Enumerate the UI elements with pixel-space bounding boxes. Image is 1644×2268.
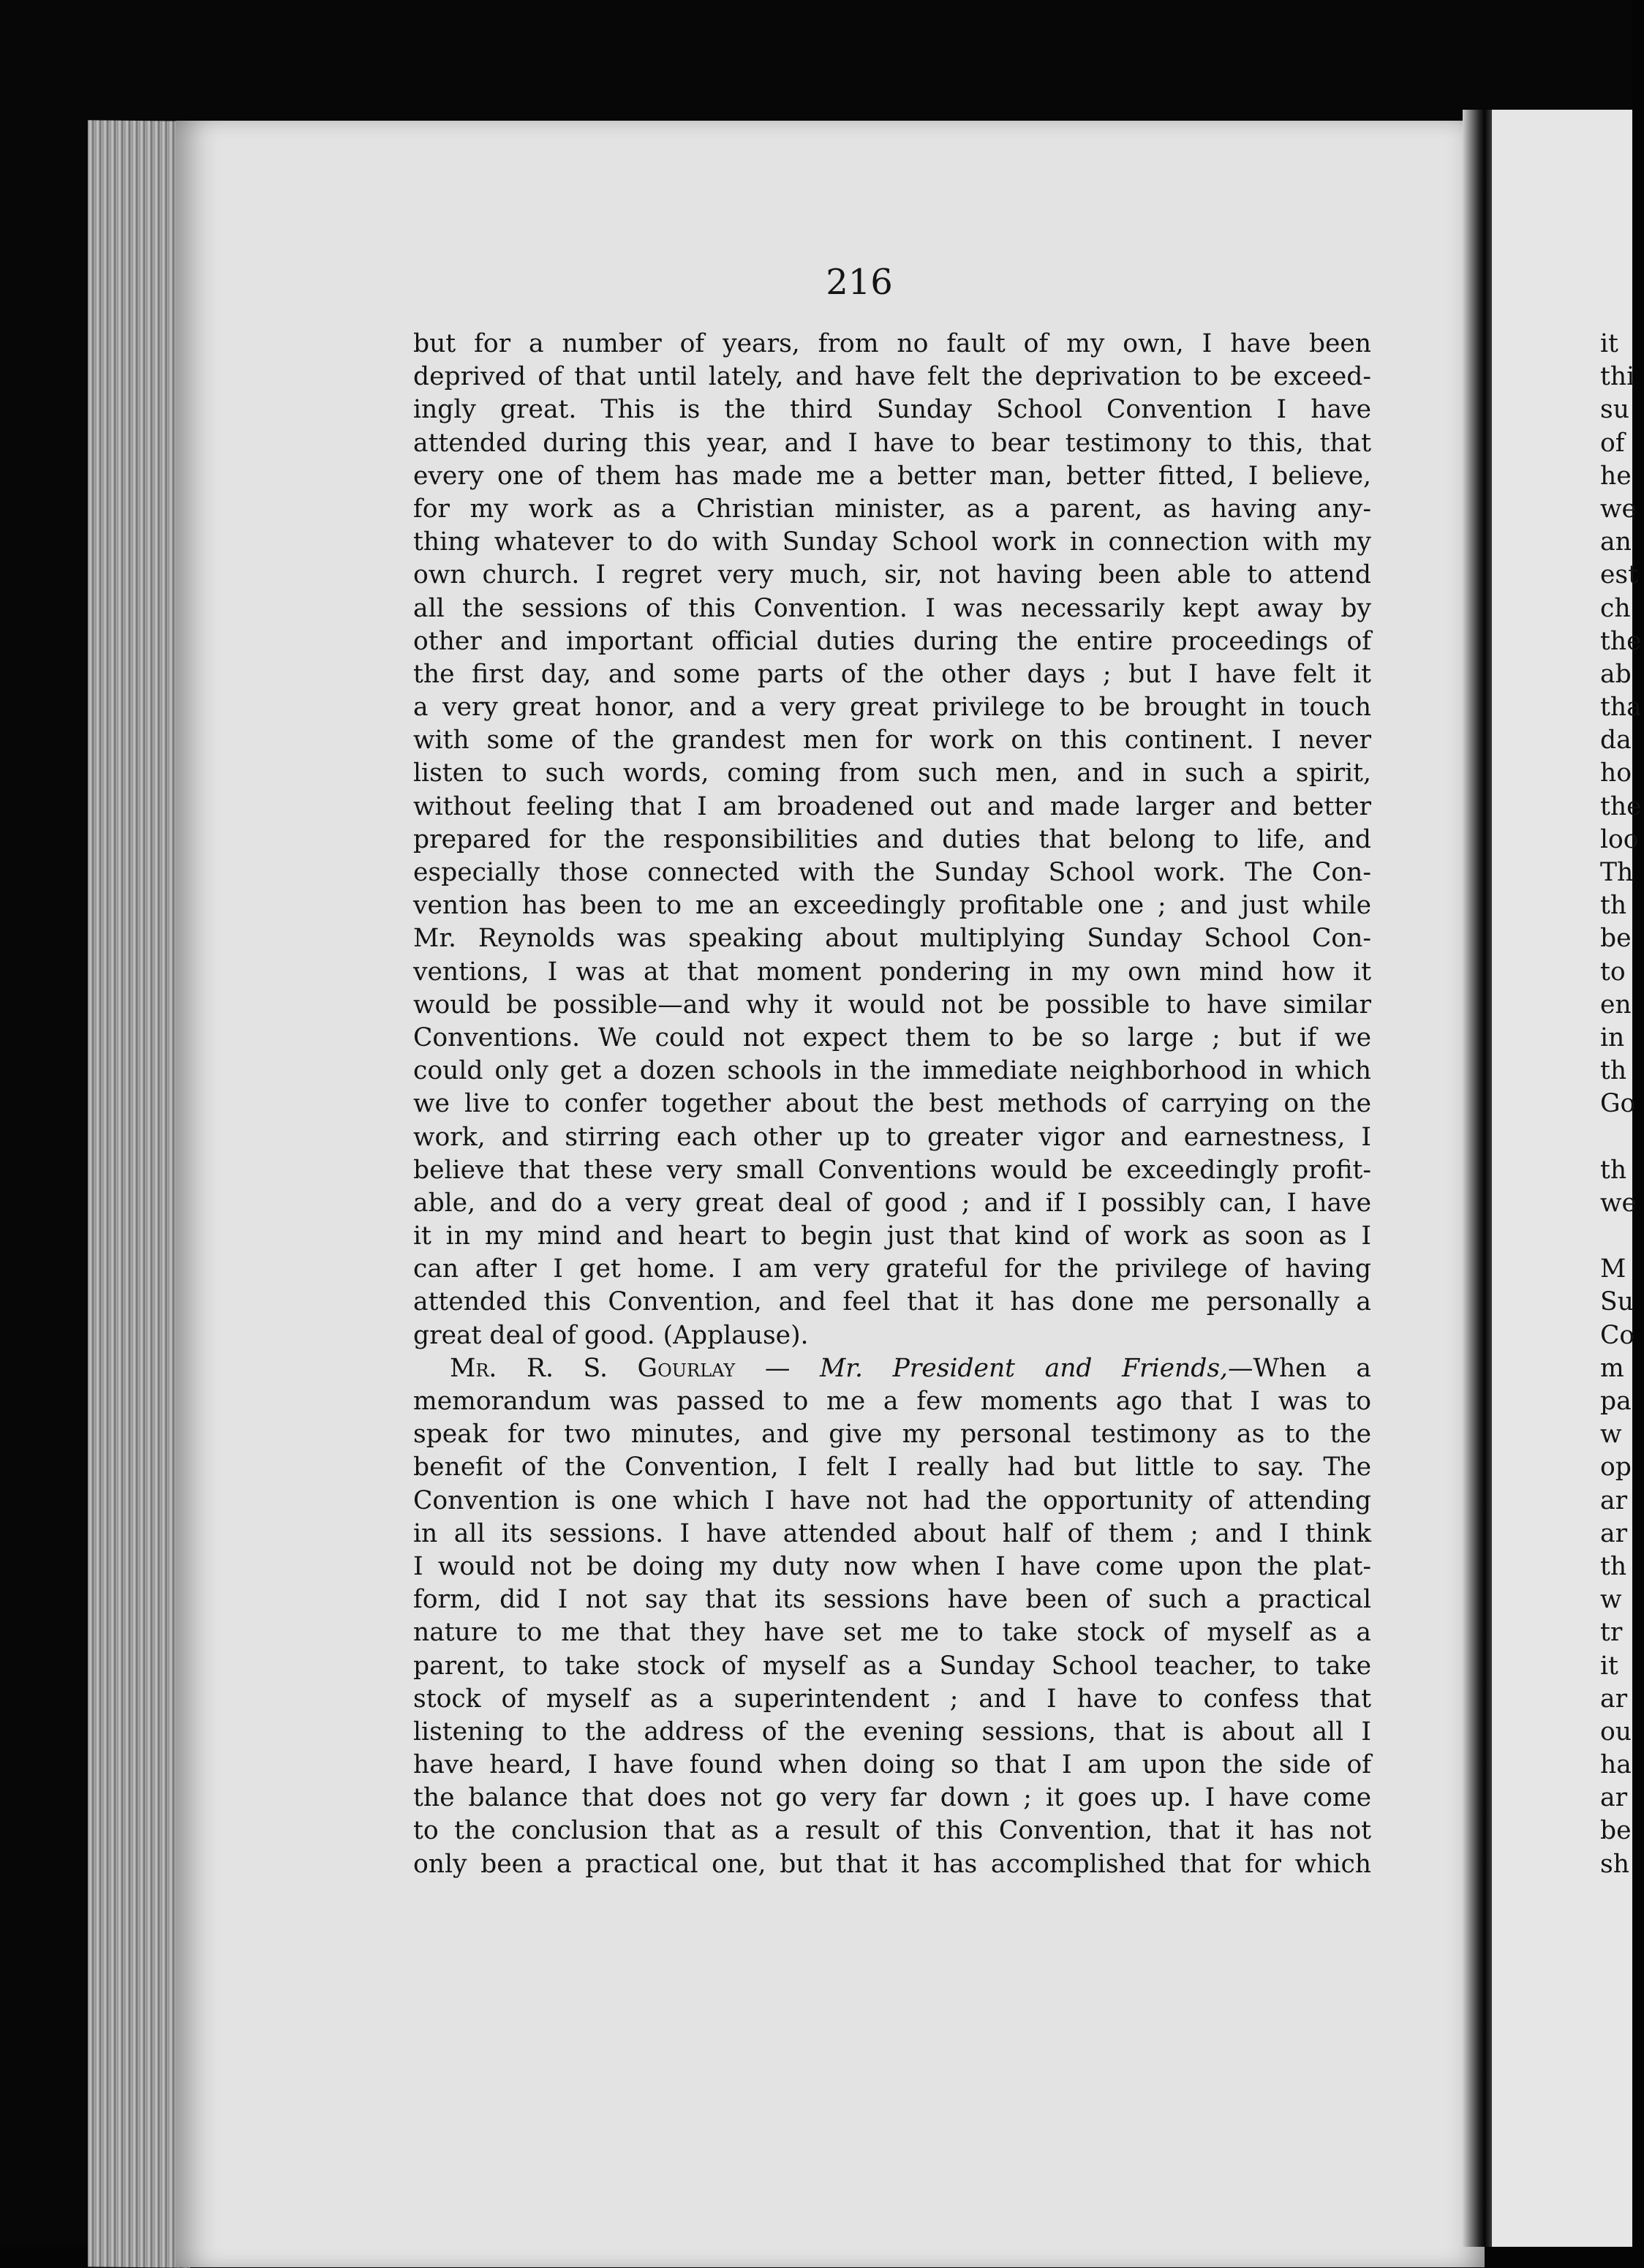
text-line: especially those connected with the Sunday School work. The Con-	[413, 858, 1371, 887]
facing-page-fragment: thi	[1600, 362, 1635, 392]
facing-page-fragment: loo	[1600, 824, 1639, 854]
text-line: other and important official duties during the entire proceedings of	[413, 626, 1371, 656]
facing-page-fragment: ho	[1600, 758, 1632, 788]
text-line: in all its sessions. I have attended about half of them ; and I think	[413, 1518, 1371, 1548]
facing-page-fragment: ou	[1600, 1717, 1632, 1747]
text-line: for my work as a Christian minister, as a parent, as having any-	[413, 494, 1371, 524]
page-number: 216	[826, 262, 893, 303]
text-line: speak for two minutes, and give my personal testimony as to the	[413, 1420, 1371, 1450]
text-line: Conventions. We could not expect them to be so large ; but if we	[413, 1022, 1371, 1052]
facing-page-fragment: of	[1600, 428, 1625, 458]
facing-page-fragment: th	[1600, 1551, 1627, 1581]
text-line: able, and do a very great deal of good ; and if I possibly can, I have	[413, 1188, 1371, 1218]
facing-page-fragment: Su	[1600, 1287, 1634, 1317]
facing-page-fragment: be	[1600, 924, 1632, 954]
text-line: attended during this year, and I have to bear testimony to this, that	[413, 428, 1371, 458]
text-line: vention has been to me an exceedingly profitable one ; and just while	[413, 891, 1371, 921]
text-line: but for a number of years, from no fault of my own, I have been	[413, 329, 1371, 358]
text-line: listen to such words, coming from such men, and in such a spirit,	[413, 758, 1371, 788]
text-line: it in my mind and heart to begin just that kind of work as soon as I	[413, 1221, 1371, 1251]
text-line: thing whatever to do with Sunday School work in connection with my	[413, 527, 1371, 557]
facing-page-fragment: ar	[1600, 1684, 1628, 1714]
facing-page-fragment: it	[1600, 329, 1618, 358]
salutation: — Mr. President and Friends,	[764, 1353, 1228, 1383]
text-line: benefit of the Convention, I felt I really had but little to say. The	[413, 1453, 1371, 1483]
facing-page-fragment: th	[1600, 1155, 1627, 1185]
facing-page-fragment: op	[1600, 1453, 1632, 1483]
facing-page-fragment: an	[1600, 527, 1632, 557]
facing-page-fragment: Go	[1600, 1089, 1636, 1119]
text-line: without feeling that I am broadened out and made larger and better	[413, 791, 1371, 821]
text-line: we live to confer together about the best methods of carrying on the	[413, 1089, 1371, 1119]
text-line: all the sessions of this Convention. I was necessarily kept away by	[413, 593, 1371, 623]
facing-page-text	[1600, 328, 1644, 1881]
facing-page-fragment: in	[1600, 1022, 1625, 1052]
text-line: prepared for the responsibilities and duties that belong to life, and	[413, 824, 1371, 854]
text-line: the balance that does not go very far down ; it goes up. I have come	[413, 1783, 1371, 1813]
text-line: Mr. Reynolds was speaking about multiplying Sunday School Con-	[413, 924, 1371, 954]
text-line: form, did I not say that its sessions have been of such a practical	[413, 1585, 1371, 1615]
opening-line-rest: —When a	[1228, 1353, 1372, 1383]
body-text	[413, 328, 1371, 1881]
text-line: own church. I regret very much, sir, not having been able to attend	[413, 560, 1371, 590]
text-line: every one of them has made me a better man, better fitted, I believe,	[413, 461, 1371, 491]
text-line: attended this Convention, and feel that it has done me personally a	[413, 1287, 1371, 1317]
facing-page-fragment: M	[1600, 1254, 1626, 1284]
text-line: a very great honor, and a very great privilege to be brought in touch	[413, 693, 1371, 723]
facing-page-fragment: tha	[1600, 693, 1642, 723]
facing-page-fragment	[1600, 1220, 1644, 1253]
paragraph-2	[413, 1352, 1371, 1881]
paragraph-1	[413, 328, 1371, 1352]
book-page-edges	[88, 120, 190, 2267]
text-line: ingly great. This is the third Sunday School Convention I have	[413, 395, 1371, 425]
speaker-name: Mr. R. S. Gourlay	[450, 1353, 736, 1383]
text-line: nature to me that they have set me to take stock of myself as a	[413, 1618, 1371, 1648]
facing-page-fragment: we	[1600, 494, 1637, 524]
text-line: great deal of good. (Applause).	[413, 1320, 809, 1350]
facing-page-fragment: Th	[1600, 858, 1634, 887]
paragraph-2-opening-line	[413, 1352, 1371, 1385]
text-line: stock of myself as a superintendent ; and I have to confess that	[413, 1684, 1371, 1714]
facing-page-fragment: ar	[1600, 1783, 1628, 1813]
text-line: Convention is one which I have not had the opportunity of attending	[413, 1485, 1371, 1515]
text-line: with some of the grandest men for work on this continent. I never	[413, 726, 1371, 756]
text-line: the first day, and some parts of the other days ; but I have felt it	[413, 659, 1371, 689]
text-line: parent, to take stock of myself as a Sunday School teacher, to take	[413, 1651, 1371, 1681]
facing-page-fragment: he	[1600, 461, 1632, 491]
text-line: ventions, I was at that moment pondering in my own mind how it	[413, 957, 1371, 987]
text-line: I would not be doing my duty now when I have come upon the plat-	[413, 1551, 1371, 1581]
facing-page-fragment: m	[1600, 1353, 1624, 1383]
facing-page-fragment: we	[1600, 1188, 1637, 1218]
text-line: work, and stirring each other up to greater vigor and earnestness, I	[413, 1122, 1371, 1152]
facing-page-fragment: be	[1600, 1816, 1632, 1846]
facing-page-fragment: est	[1600, 560, 1638, 590]
facing-page-fragment: the	[1600, 626, 1642, 656]
facing-page-fragment: w	[1600, 1585, 1622, 1615]
facing-page-fragment: it	[1600, 1651, 1618, 1681]
text-line: have heard, I have found when doing so that I am upon the side of	[413, 1750, 1371, 1780]
facing-page-fragment: tr	[1600, 1618, 1623, 1648]
facing-page-fragment: ar	[1600, 1518, 1628, 1548]
text-line: memorandum was passed to me a few moments ago that I was to	[413, 1387, 1371, 1416]
facing-page-fragment: ch	[1600, 593, 1631, 623]
text-line: would be possible—and why it would not be possible to have similar	[413, 990, 1371, 1020]
facing-page-fragment: to	[1600, 957, 1626, 987]
facing-page-fragment: da	[1600, 726, 1632, 756]
facing-page-fragment: w	[1600, 1420, 1622, 1450]
text-line: only been a practical one, but that it has accomplished that for which	[413, 1849, 1371, 1879]
facing-page-fragment: ha	[1600, 1750, 1632, 1780]
facing-page-fragment: th	[1600, 1056, 1627, 1086]
text-line: believe that these very small Conventions would be exceedingly profit-	[413, 1155, 1371, 1185]
facing-page-fragment: su	[1600, 395, 1629, 425]
facing-page-fragment: the	[1600, 791, 1642, 821]
facing-page-fragment: ab	[1600, 659, 1632, 689]
facing-page-fragment: Co	[1600, 1320, 1635, 1350]
text-line: to the conclusion that as a result of this Convention, that it has not	[413, 1816, 1371, 1846]
facing-page-fragment	[1600, 1121, 1644, 1154]
text-line: listening to the address of the evening sessions, that is about all I	[413, 1717, 1371, 1747]
facing-page-fragment: th	[1600, 891, 1627, 921]
facing-page-fragment: ar	[1600, 1485, 1628, 1515]
text-line: deprived of that until lately, and have felt the deprivation to be exceed-	[413, 362, 1371, 392]
facing-page-fragment: en	[1600, 990, 1632, 1020]
facing-page-fragment: sh	[1600, 1849, 1629, 1879]
text-line: can after I get home. I am very grateful for the privilege of having	[413, 1254, 1371, 1284]
facing-page-fragment: pa	[1600, 1387, 1632, 1416]
text-line: could only get a dozen schools in the immediate neighborhood in which	[413, 1056, 1371, 1086]
